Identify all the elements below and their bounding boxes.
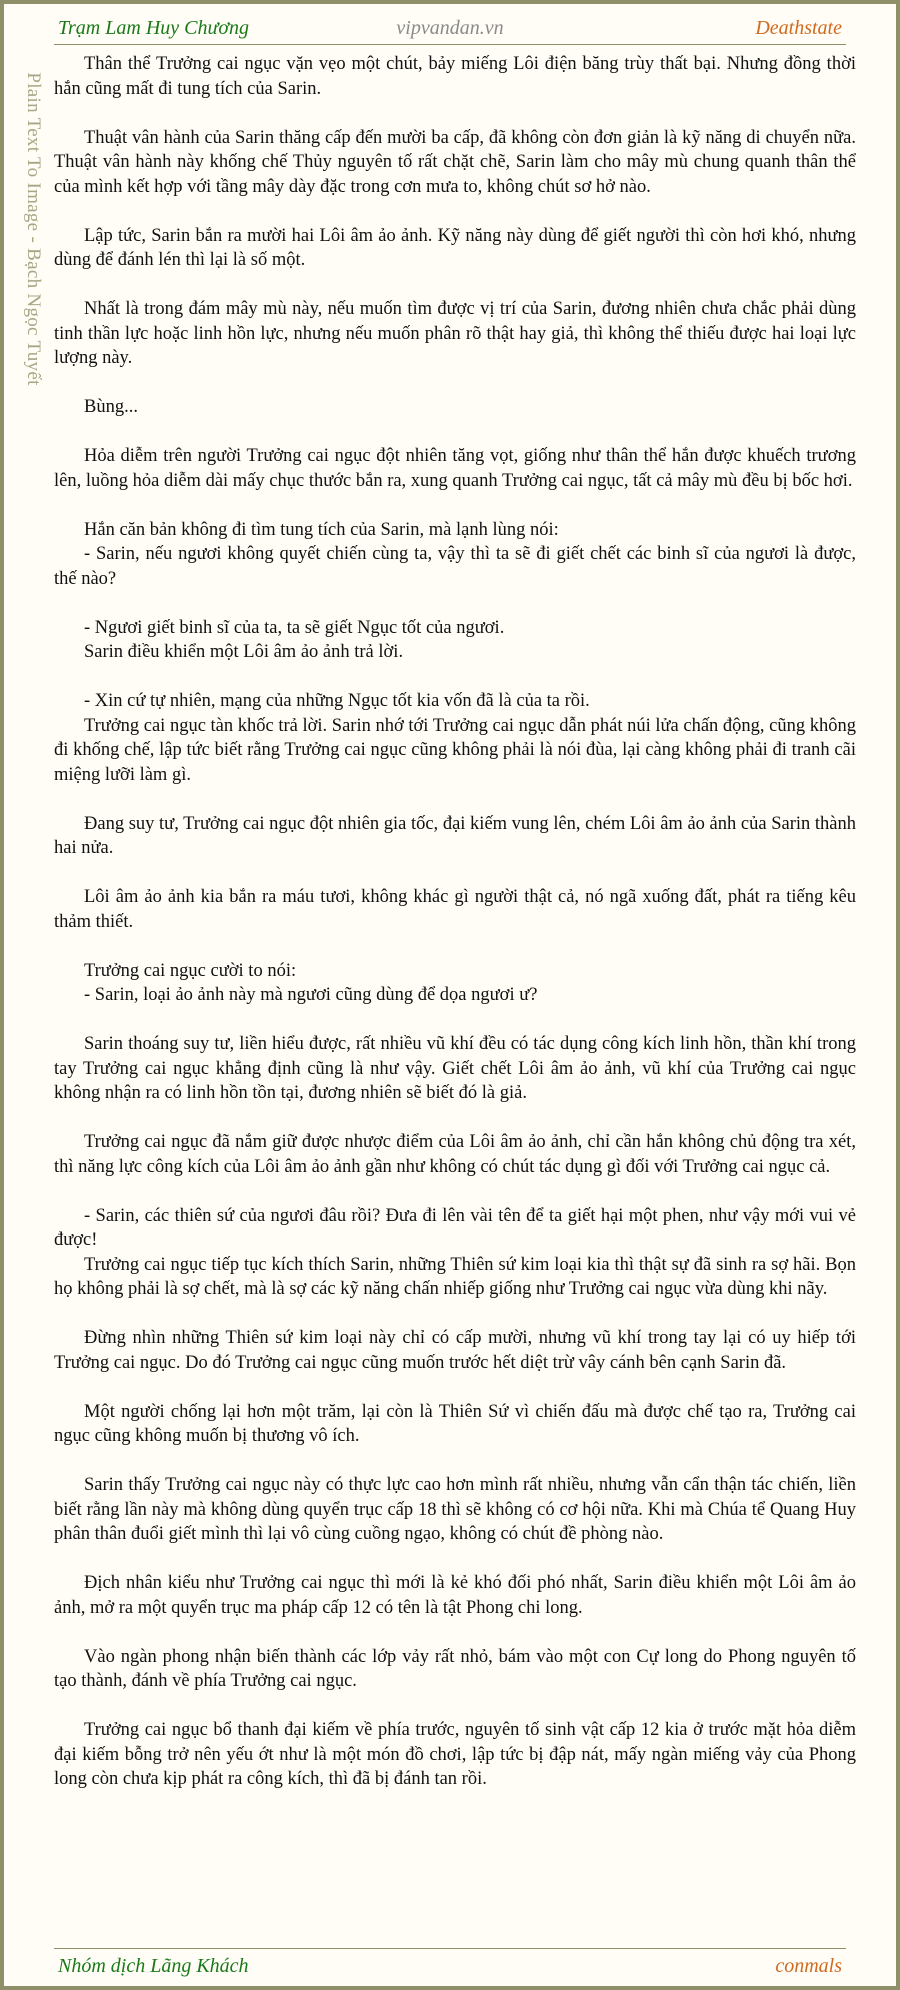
paragraph: Trưởng cai ngục cười to nói:	[84, 960, 297, 981]
paragraph: Đang suy tư, Trưởng cai ngục đột nhiên gia tốc, đại kiếm vung lên, chém Lôi âm ảo ảnh của Sarin thành hai nửa.	[54, 813, 856, 858]
paragraph: - Sarin, các thiên sứ của ngươi đâu rồi? Đưa đi lên vài tên để ta giết hại một phen, như vậy mới vui vẻ được!	[54, 1205, 856, 1250]
side-label	[18, 54, 48, 404]
footer-credit: conmals	[775, 1955, 842, 1977]
paragraph: Trưởng cai ngục bổ thanh đại kiếm về phía trước, nguyên tố sinh vật cấp 12 kia ở trước mặt hỏa diễm đại kiếm bỗng trở nên yếu ớt như là một món đồ chơi, lập tức bị đập nát, mấy ngàn miếng vảy của Phong long còn chưa kịp phát ra công kích, thì đã bị đánh tan rồi.	[54, 1720, 856, 1789]
paragraph: Nhất là trong đám mây mù này, nếu muốn tìm được vị trí của Sarin, đương nhiên chưa chắc phải dùng tinh thần lực hoặc linh hồn lực, nhưng nếu muốn phân rõ thật hay giả, thì không thể thiếu được hai loại lực lượng này.	[54, 299, 856, 368]
footer-group: Nhóm dịch Lãng Khách	[58, 1955, 249, 1977]
paragraph: - Ngươi giết binh sĩ của ta, ta sẽ giết Ngục tốt của ngươi.	[84, 617, 505, 638]
paragraph: Sarin điều khiển một Lôi âm ảo ảnh trả lời.	[84, 642, 404, 662]
paragraph: Lập tức, Sarin bắn ra mười hai Lôi âm ảo ảnh. Kỹ năng này dùng để giết người thì còn hơi khó, nhưng dùng để đánh lén thì lại là số một.	[54, 225, 856, 270]
header-editor: Deathstate	[755, 17, 842, 39]
paragraph: Trưởng cai ngục tàn khốc trả lời. Sarin nhớ tới Trưởng cai ngục dẫn phát núi lửa chấn động, cũng không đi khống chế, lập tức biết rằng Trưởng cai ngục cũng không phải là nói đùa, lại càng không phải đi tranh cãi miệng lưỡi làm gì.	[54, 715, 856, 785]
paragraph: Vào ngàn phong nhận biến thành các lớp vảy rất nhỏ, bám vào một con Cự long do Phong nguyên tố tạo thành, đánh về phía Trưởng cai ngục.	[54, 1646, 856, 1691]
paragraph: - Xin cứ tự nhiên, mạng của những Ngục tốt kia vốn đã là của ta rồi.	[84, 691, 590, 711]
paragraph: Sarin thấy Trưởng cai ngục này có thực lực cao hơn mình rất nhiều, nhưng vẫn cẩn thận tác chiến, liền biết rằng lần này mà không dùng quyển trục cấp 18 thì sẽ không có cơ hội nữa. Khi mà Chúa tể Quang Huy phân thân đuổi giết mình thì lại vô cùng cuồng ngạo, không có chút đề phòng nào.	[54, 1475, 856, 1544]
paragraph: Đừng nhìn những Thiên sứ kim loại này chỉ có cấp mười, nhưng vũ khí trong tay lại có uy hiếp tới Trưởng cai ngục. Do đó Trưởng cai ngục cũng muốn trước hết diệt trừ vây cánh bên cạnh Sarin đã.	[54, 1328, 856, 1373]
header-translator: Trạm Lam Huy Chương	[58, 17, 250, 39]
paragraph: Địch nhân kiểu như Trưởng cai ngục thì mới là kẻ khó đối phó nhất, Sarin điều khiển một Lôi âm ảo ảnh, mở ra một quyển trục ma pháp cấp 12 có tên là tật Phong chi long.	[54, 1573, 856, 1618]
paragraph: - Sarin, loại ảo ảnh này mà ngươi cũng dùng để dọa ngươi ư?	[84, 985, 538, 1005]
paragraph: Trưởng cai ngục tiếp tục kích thích Sarin, những Thiên sứ kim loại kia thì thật sự đã sinh ra sợ hãi. Bọn họ không phải là sợ chết, mà là sợ các kỹ năng chấn nhiếp giống như Trưởng cai ngục vừa dùng khi nãy.	[54, 1254, 856, 1299]
paragraph: Một người chống lại hơn một trăm, lại còn là Thiên Sứ vì chiến đấu mà được chế tạo ra, Trưởng cai ngục cũng không muốn bị thương vô ích.	[54, 1401, 856, 1446]
chapter-text	[54, 52, 856, 1816]
page-header	[54, 14, 846, 45]
side-label-text: Plain Text To Image - Bạch Ngọc Tuyết	[23, 72, 44, 386]
paragraph: Hỏa diễm trên người Trưởng cai ngục đột nhiên tăng vọt, giống như thân thể hắn được khuếch trương lên, luồng hỏa diễm dài mấy chục thước bắn ra, xung quanh Trưởng cai ngục, tất cả mây mù đều bị bốc hơi.	[54, 446, 856, 491]
paragraph: Trưởng cai ngục đã nắm giữ được nhược điểm của Lôi âm ảo ảnh, chỉ cần hắn không chủ động tra xét, thì năng lực công kích của Lôi âm ảo ảnh gần như không có chút tác dụng gì đối với Trưởng cai ngục cả.	[54, 1132, 856, 1177]
paragraph: - Sarin, nếu ngươi không quyết chiến cùng ta, vậy thì ta sẽ đi giết chết các binh sĩ của ngươi là được, thế nào?	[54, 544, 856, 589]
paragraph: Sarin thoáng suy tư, liền hiểu được, rất nhiều vũ khí đều có tác dụng công kích linh hồn, thần khí trong tay Trưởng cai ngục khẳng định cũng là như vậy. Giết chết Lôi âm ảo ảnh, vũ khí của Trưởng cai ngục không nhận ra có linh hồn tồn tại, đương nhiên sẽ biết đó là giả.	[54, 1034, 856, 1103]
paragraph: Lôi âm ảo ảnh kia bắn ra máu tươi, không khác gì người thật cả, nó ngã xuống đất, phát ra tiếng kêu thảm thiết.	[54, 887, 856, 932]
page-footer	[54, 1948, 846, 1983]
paragraph: Thân thể Trưởng cai ngục vặn vẹo một chút, bảy miếng Lôi điện băng trùy thất bại. Nhưng đồng thời hắn cũng mất đi tung tích của Sarin.	[54, 54, 856, 99]
paragraph: Bùng...	[84, 397, 138, 417]
paragraph: Hắn căn bản không đi tìm tung tích của Sarin, mà lạnh lùng nói:	[84, 519, 559, 540]
paragraph: Thuật vân hành của Sarin thăng cấp đến mười ba cấp, đã không còn đơn giản là kỹ năng di chuyển nữa. Thuật vân hành này khống chế Thủy nguyên tố rất chặt chẽ, Sarin làm cho mây mù chung quanh thân thể của mình kết hợp với tầng mây dày đặc trong cơn mưa to, không chút sơ hở nào.	[54, 127, 856, 197]
header-site: vipvandan.vn	[396, 17, 504, 39]
